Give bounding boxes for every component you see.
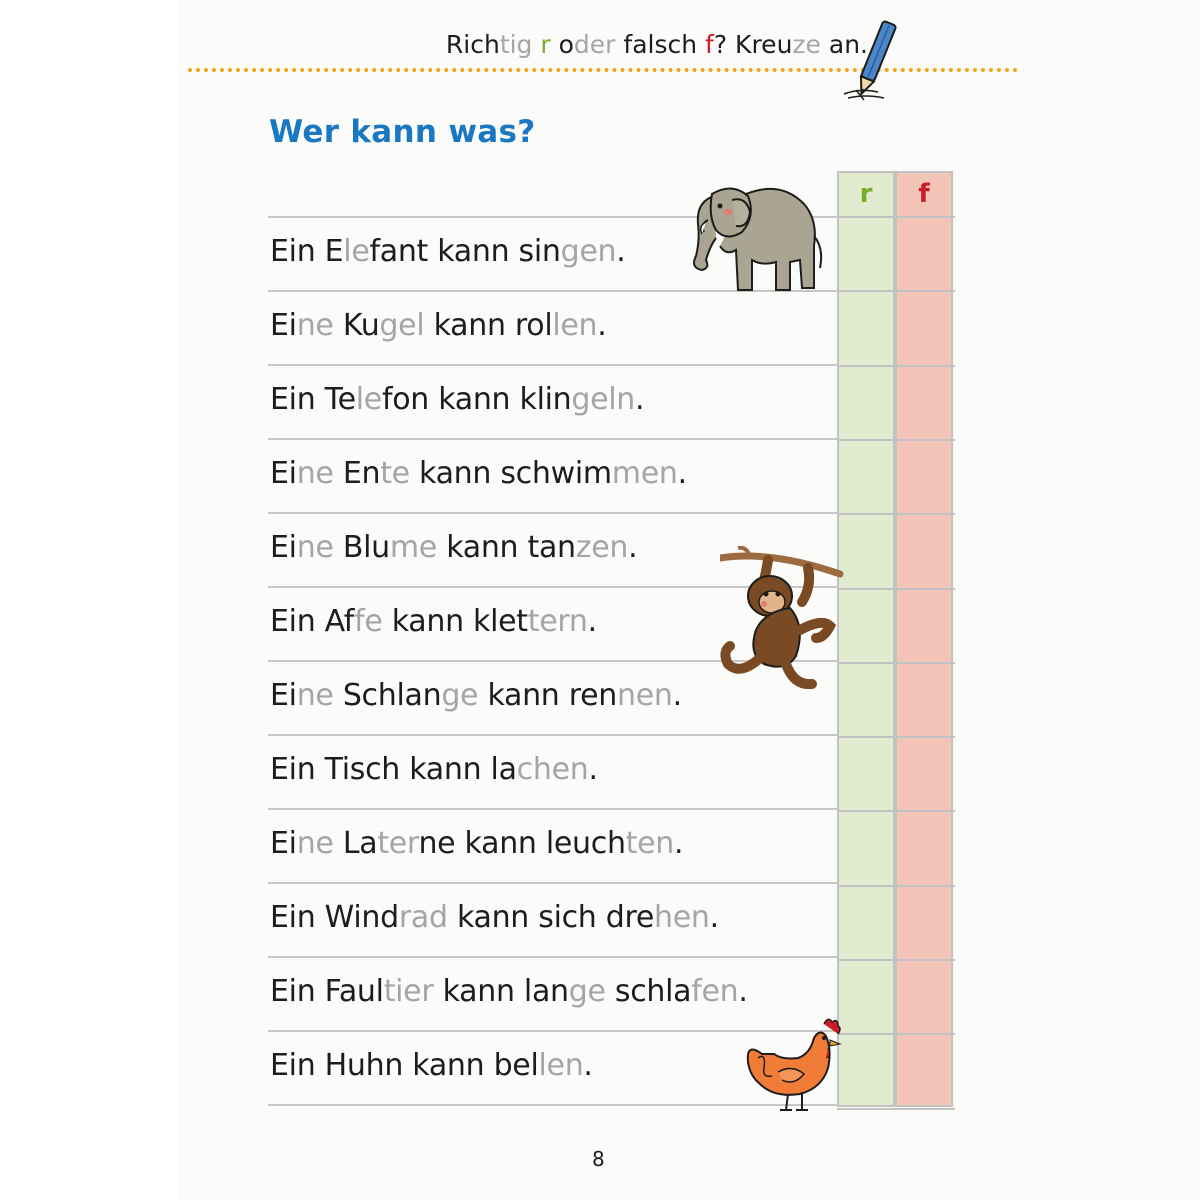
syllable: le [355,382,382,417]
instruction-segment: f [705,30,714,59]
page-title: Wer kann was? [269,114,536,150]
syllable: kann rol [424,308,553,343]
sentence-text [270,678,682,713]
syllable: Ei [270,530,297,565]
syllable: hen [654,900,710,935]
syllable: Ei [270,456,297,491]
syllable: gen [560,234,617,269]
rooster-illustration [744,1014,844,1114]
instruction-segment: o [550,30,574,59]
syllable: Ei [270,308,297,343]
syllable: Ei [270,678,297,713]
syllable: kann tan [436,530,576,565]
syllable: Ku [333,308,380,343]
syllable: men [611,456,678,491]
checkbox-wrong[interactable] [895,811,953,883]
checkbox-wrong[interactable] [895,291,953,363]
sentence-text [270,382,644,417]
syllable: . [709,900,719,935]
sentence-text [270,826,683,861]
checkbox-right[interactable] [837,737,895,809]
checkbox-right[interactable] [837,960,895,1032]
grid-line [837,1108,955,1110]
syllable: En [333,456,381,491]
checkbox-wrong[interactable] [895,663,953,735]
syllable: rad [398,900,448,935]
checkbox-right[interactable] [837,217,895,289]
syllable: ge [568,974,606,1009]
sentence-row [268,734,838,808]
syllable: te [380,456,410,491]
syllable: ne [296,678,334,713]
syllable: ne kann leuch [418,826,626,861]
syllable: kann sich dre [447,900,655,935]
syllable: ne [296,308,334,343]
checkbox-wrong[interactable] [895,366,953,438]
wrong-column-header: f [918,179,930,209]
syllable: geln [571,382,636,417]
instruction-segment: r [540,30,551,59]
syllable: . [677,456,687,491]
syllable: Ein Af [270,604,355,639]
checkbox-wrong[interactable] [895,589,953,661]
checkbox-right[interactable] [837,291,895,363]
checkbox-right[interactable] [837,1034,895,1106]
answer-grid [837,171,955,1109]
syllable: Ein E [270,234,344,269]
sentence-row [268,438,838,512]
instruction-segment: falsch [615,30,706,59]
syllable: fant kann sin [369,234,561,269]
sentence-text [270,604,597,639]
syllable: ne [296,456,334,491]
sentence-text [270,900,719,935]
checkbox-wrong[interactable] [895,886,953,958]
sentence-row [268,808,838,882]
syllable: ne [296,530,334,565]
syllable: tier [383,974,434,1009]
syllable: Ein Wind [270,900,399,935]
instruction-segment: Rich [445,30,500,59]
checkbox-wrong[interactable] [895,440,953,512]
syllable: fe [354,604,383,639]
syllable: tern [527,604,588,639]
sentence-text [270,456,687,491]
syllable: Blu [333,530,390,565]
page-number: 8 [592,1147,605,1171]
checkbox-right[interactable] [837,811,895,883]
syllable: . [628,530,638,565]
sentence-text [270,974,748,1009]
syllable: La [333,826,378,861]
checkbox-wrong[interactable] [895,217,953,289]
syllable: . [587,604,597,639]
checkbox-wrong[interactable] [895,1034,953,1106]
syllable: Ein Huhn kann bel [270,1048,539,1083]
monkey-illustration [720,546,844,694]
instruction-segment: an. [820,30,868,59]
syllable: schla [605,974,692,1009]
sentence-row [268,290,838,364]
syllable: . [674,826,684,861]
syllable: Ei [270,826,297,861]
instruction-text [446,30,868,59]
syllable: Ein Tisch kann la [270,752,517,787]
syllable: Schlan [333,678,442,713]
sentence-text [270,752,598,787]
checkbox-right[interactable] [837,366,895,438]
syllable: kann klet [382,604,528,639]
sentence-text [270,530,637,565]
syllable: Ein Faul [270,974,384,1009]
elephant-illustration [686,176,826,298]
checkbox-right[interactable] [837,886,895,958]
syllable: ge [441,678,479,713]
sentence-row [268,364,838,438]
syllable: . [597,308,607,343]
syllable: ne [296,826,334,861]
right-column-header: r [859,179,873,209]
syllable: kann schwim [409,456,612,491]
sentence-text [270,1048,593,1083]
syllable: ten [625,826,675,861]
syllable: . [738,974,748,1009]
sentence-text [270,234,626,269]
syllable: chen [516,752,589,787]
syllable: len [552,308,598,343]
syllable: kann ren [478,678,617,713]
syllable: nen [617,678,673,713]
syllable: ter [377,826,419,861]
instruction-segment: ? Kreu [713,30,793,59]
checkbox-wrong[interactable] [895,514,953,586]
syllable: fon kann klin [381,382,572,417]
checkbox-right[interactable] [837,663,895,735]
instruction-segment: tig [499,30,533,59]
syllable: zen [575,530,629,565]
syllable: me [389,530,437,565]
syllable: . [616,234,626,269]
pencil-icon [838,18,910,102]
syllable: len [538,1048,584,1083]
sentence-row [268,882,838,956]
syllable: . [588,752,598,787]
syllable: Ein Te [270,382,356,417]
syllable: kann lan [433,974,569,1009]
checkbox-right[interactable] [837,589,895,661]
instruction-segment: ze [792,30,821,59]
syllable: fen [691,974,739,1009]
syllable: gel [379,308,425,343]
checkbox-right[interactable] [837,514,895,586]
checkbox-right[interactable] [837,440,895,512]
syllable: . [635,382,645,417]
sentence-text [270,308,607,343]
syllable: le [343,234,370,269]
instruction-segment: der [573,30,616,59]
syllable: . [672,678,682,713]
checkbox-wrong[interactable] [895,737,953,809]
checkbox-wrong[interactable] [895,960,953,1032]
syllable: . [583,1048,593,1083]
